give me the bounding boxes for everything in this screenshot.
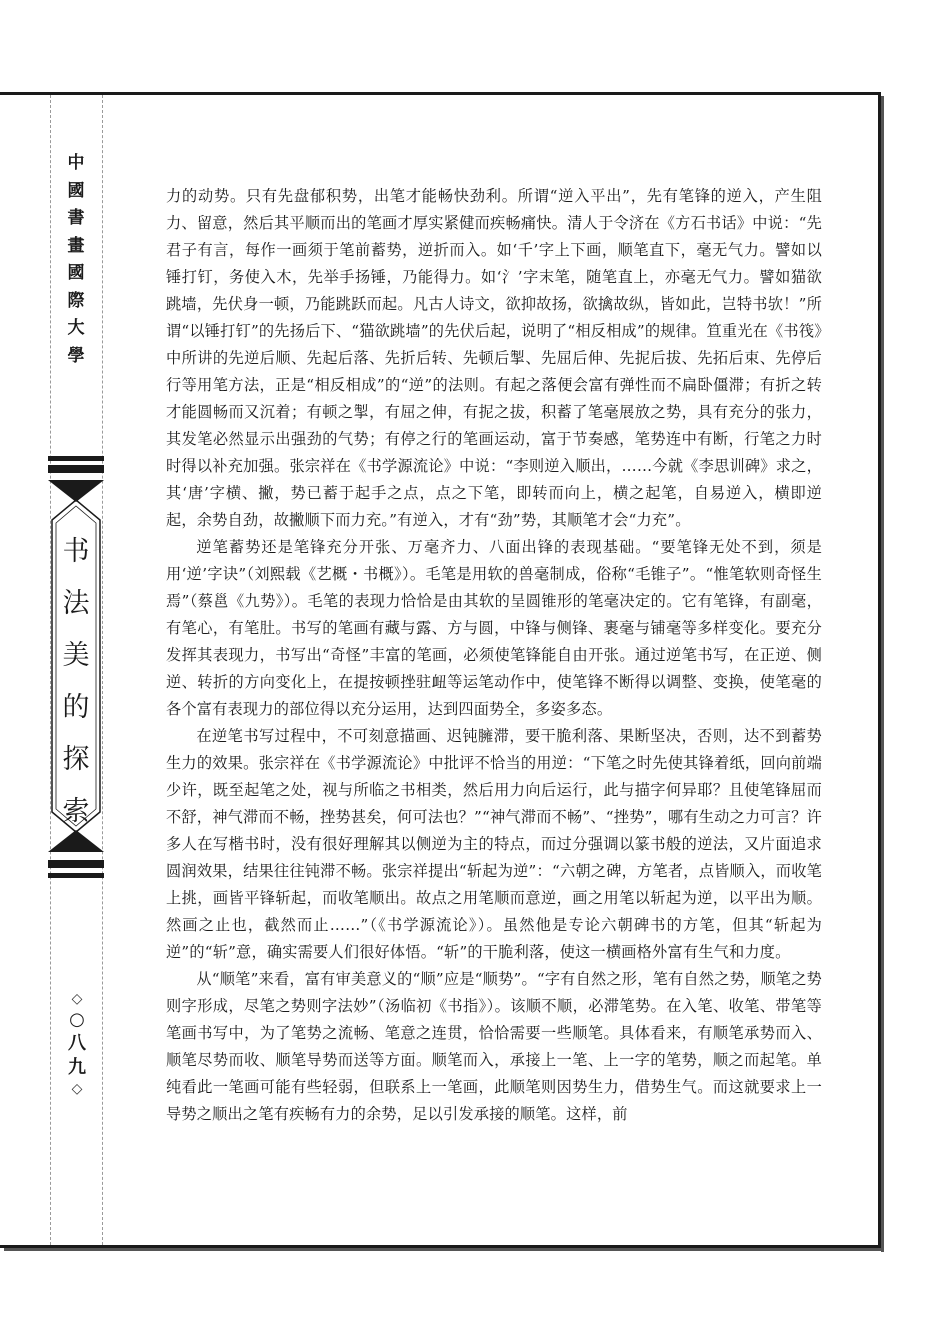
title-char: 美 bbox=[62, 640, 90, 671]
school-char: 大 bbox=[67, 318, 85, 338]
page-number-char: ○ bbox=[69, 1009, 85, 1030]
page-number-char: 八 bbox=[68, 1033, 86, 1054]
title-band-bottom-1 bbox=[48, 860, 104, 868]
title-band-top-2 bbox=[48, 465, 104, 473]
title-char: 探 bbox=[62, 744, 90, 775]
school-char: 畫 bbox=[67, 235, 85, 256]
school-char: 學 bbox=[67, 345, 85, 366]
book-title-vertical bbox=[48, 526, 104, 838]
title-band-bottom-2 bbox=[48, 873, 104, 878]
title-band-top-1 bbox=[48, 456, 104, 461]
paragraph: 从“顺笔”来看，富有审美意义的“顺”应是“顺势”。“字有自然之形，笔有自然之势，顺笔之势则字形成，尽笔之势则字法妙”（汤临初《书指》）。该顺不顺，必滞笔势。在入笔、收笔、带笔等笔画书写中，为了笔势之流畅、笔意之连贯，恰恰需要一些顺笔。具体看来，有顺笔承势而入、顺笔尽势而收、顺笔导势而送等方面。顺笔而入，承接上一笔、上一字的笔势，顺之而起笔。单纯看此一笔画可能有些轻弱，但联系上一笔画，此顺笔则因势生力，借势生气。而这就要求上一导势之顺出之笔有疾畅有力的余势，足以引发承接的顺笔。这样，前 bbox=[166, 970, 822, 1123]
title-char: 书 bbox=[62, 536, 90, 567]
school-char: 國 bbox=[67, 263, 85, 283]
title-char: 法 bbox=[62, 588, 90, 619]
book-title-cartouche bbox=[48, 480, 104, 852]
paragraph: 逆笔蓄势还是笔锋充分开张、万毫齐力、八面出锋的表现基础。“要笔锋无处不到，须是用‘逆’字诀”（刘熙载《艺概・书概》）。毛笔是用软的兽毫制成，俗称“毛锥子”。“惟笔软则奇怪生焉”（蔡邕《九势》）。毛笔的表现力恰恰是由其软的呈圆锥形的笔毫决定的。它有笔锋，有副毫，有笔心，有笔肚。书写的笔画有藏与露、方与圆，中锋与侧锋、裹毫与铺毫等多样变化。要充分发挥其表现力，书写出“奇怪”丰富的笔画，必须使笔锋能自由开张。通过逆笔书写，在正逆、侧逆、转折的方向变化上，在提按顿挫驻衄等运笔动作中，使笔锋不断得以调整、变换，使笔毫的各个富有表现力的部位得以充分运用，达到四面势全，多姿多态。 bbox=[166, 538, 822, 718]
frame-shadow-right bbox=[881, 96, 884, 1252]
page-number-vertical bbox=[60, 990, 94, 1098]
title-char: 索 bbox=[62, 796, 90, 827]
body-text bbox=[166, 183, 822, 1128]
frame-shadow-bottom bbox=[4, 1248, 884, 1251]
school-char: 際 bbox=[67, 290, 85, 311]
title-char: 的 bbox=[62, 692, 90, 723]
paragraph: 力的动势。只有先盘郁积势，出笔才能畅快劲利。所谓“逆入平出”，先有笔锋的逆入，产生阻力、留意，然后其平顺而出的笔画才厚实紧健而疾畅痛快。清人于令济在《方石书话》中说：“先君子有言，每作一画须于笔前蓄势，逆折而入。如‘千’字上下画，顺笔直下，毫无气力。譬如以锤打钉，务使入木，先举手扬锤，乃能得力。如‘氵’字末笔，随笔直上，亦毫无气力。譬如猫欲跳墙，先伏身一顿，乃能跳跃而起。凡古人诗文，欲抑故扬，欲擒故纵，皆如此，岂特书欤！”所谓“以锤打钉”的先扬后下、“猫欲跳墙”的先伏后起，说明了“相反相成”的规律。笪重光在《书筏》中所讲的先逆后顺、先起后落、先折后转、先顿后掣、先屈后伸、先抳后拔、先拓后束、先停后行等用笔方法，正是“相反相成”的“逆”的法则。有起之落便会富有弹性而不扁卧僵滞；有折之转才能圆畅而又沉着；有顿之掣，有屈之伸，有抳之拔，积蓄了笔毫展放之势，具有充分的张力，其发笔必然显示出强劲的气势；有停之行的笔画运动，富于节奏感，笔势连中有断，行笔之力时时得以补充加强。张宗祥在《书学源流论》中说：“李则逆入顺出，……今就《李思训碑》求之，其‘唐’字横、撇，势已蓄于起手之点，点之下笔，即转而向上，横之起笔，自易逆入，横即逆起，余势自劲，故撇顺下而力充。”有逆入，才有“劲”势，其顺笔才会“力充”。 bbox=[166, 187, 822, 529]
school-name-vertical bbox=[48, 150, 104, 370]
page-number-char: 九 bbox=[68, 1057, 86, 1078]
paragraph: 在逆笔书写过程中，不可刻意描画、迟钝臃滞，要干脆利落、果断坚决，否则，达不到蓄势生力的效果。张宗祥在《书学源流论》中批评不恰当的用逆：“下笔之时先使其锋着纸，回向前端少许，既至起笔之处，视与所临之书相类，然后用力向后运行，此与描字何异耶？且使笔锋屈而不舒，神气滞而不畅，挫势甚矣，何可法也？”“神气滞而不畅”、“挫势”，哪有生动之力可言？许多人在写楷书时，没有很好理解其以侧逆为主的特点，而过分强调以篆书般的逆法，又片面追求圆润效果，结果往往钝滞不畅。张宗祥提出“斩起为逆”：“六朝之碑，方笔者，点皆顺入，而收笔上挑，画皆平锋斩起，而收笔顺出。故点之用笔顺而意逆，画之用笔以斩起为逆，以平出为顺。然画之止也，截然而止……”（《书学源流论》）。虽然他是专论六朝碑书的方笔，但其“斩起为逆”的“斩”意，确实需要人们很好体悟。“斩”的干脆利落，使这一横画格外富有生气和力度。 bbox=[166, 727, 822, 961]
school-char: 中 bbox=[67, 153, 85, 173]
school-char: 書 bbox=[67, 208, 85, 228]
diamond-icon: ◇ bbox=[71, 991, 83, 1007]
school-char: 國 bbox=[67, 180, 85, 201]
diamond-icon: ◇ bbox=[71, 1081, 83, 1097]
